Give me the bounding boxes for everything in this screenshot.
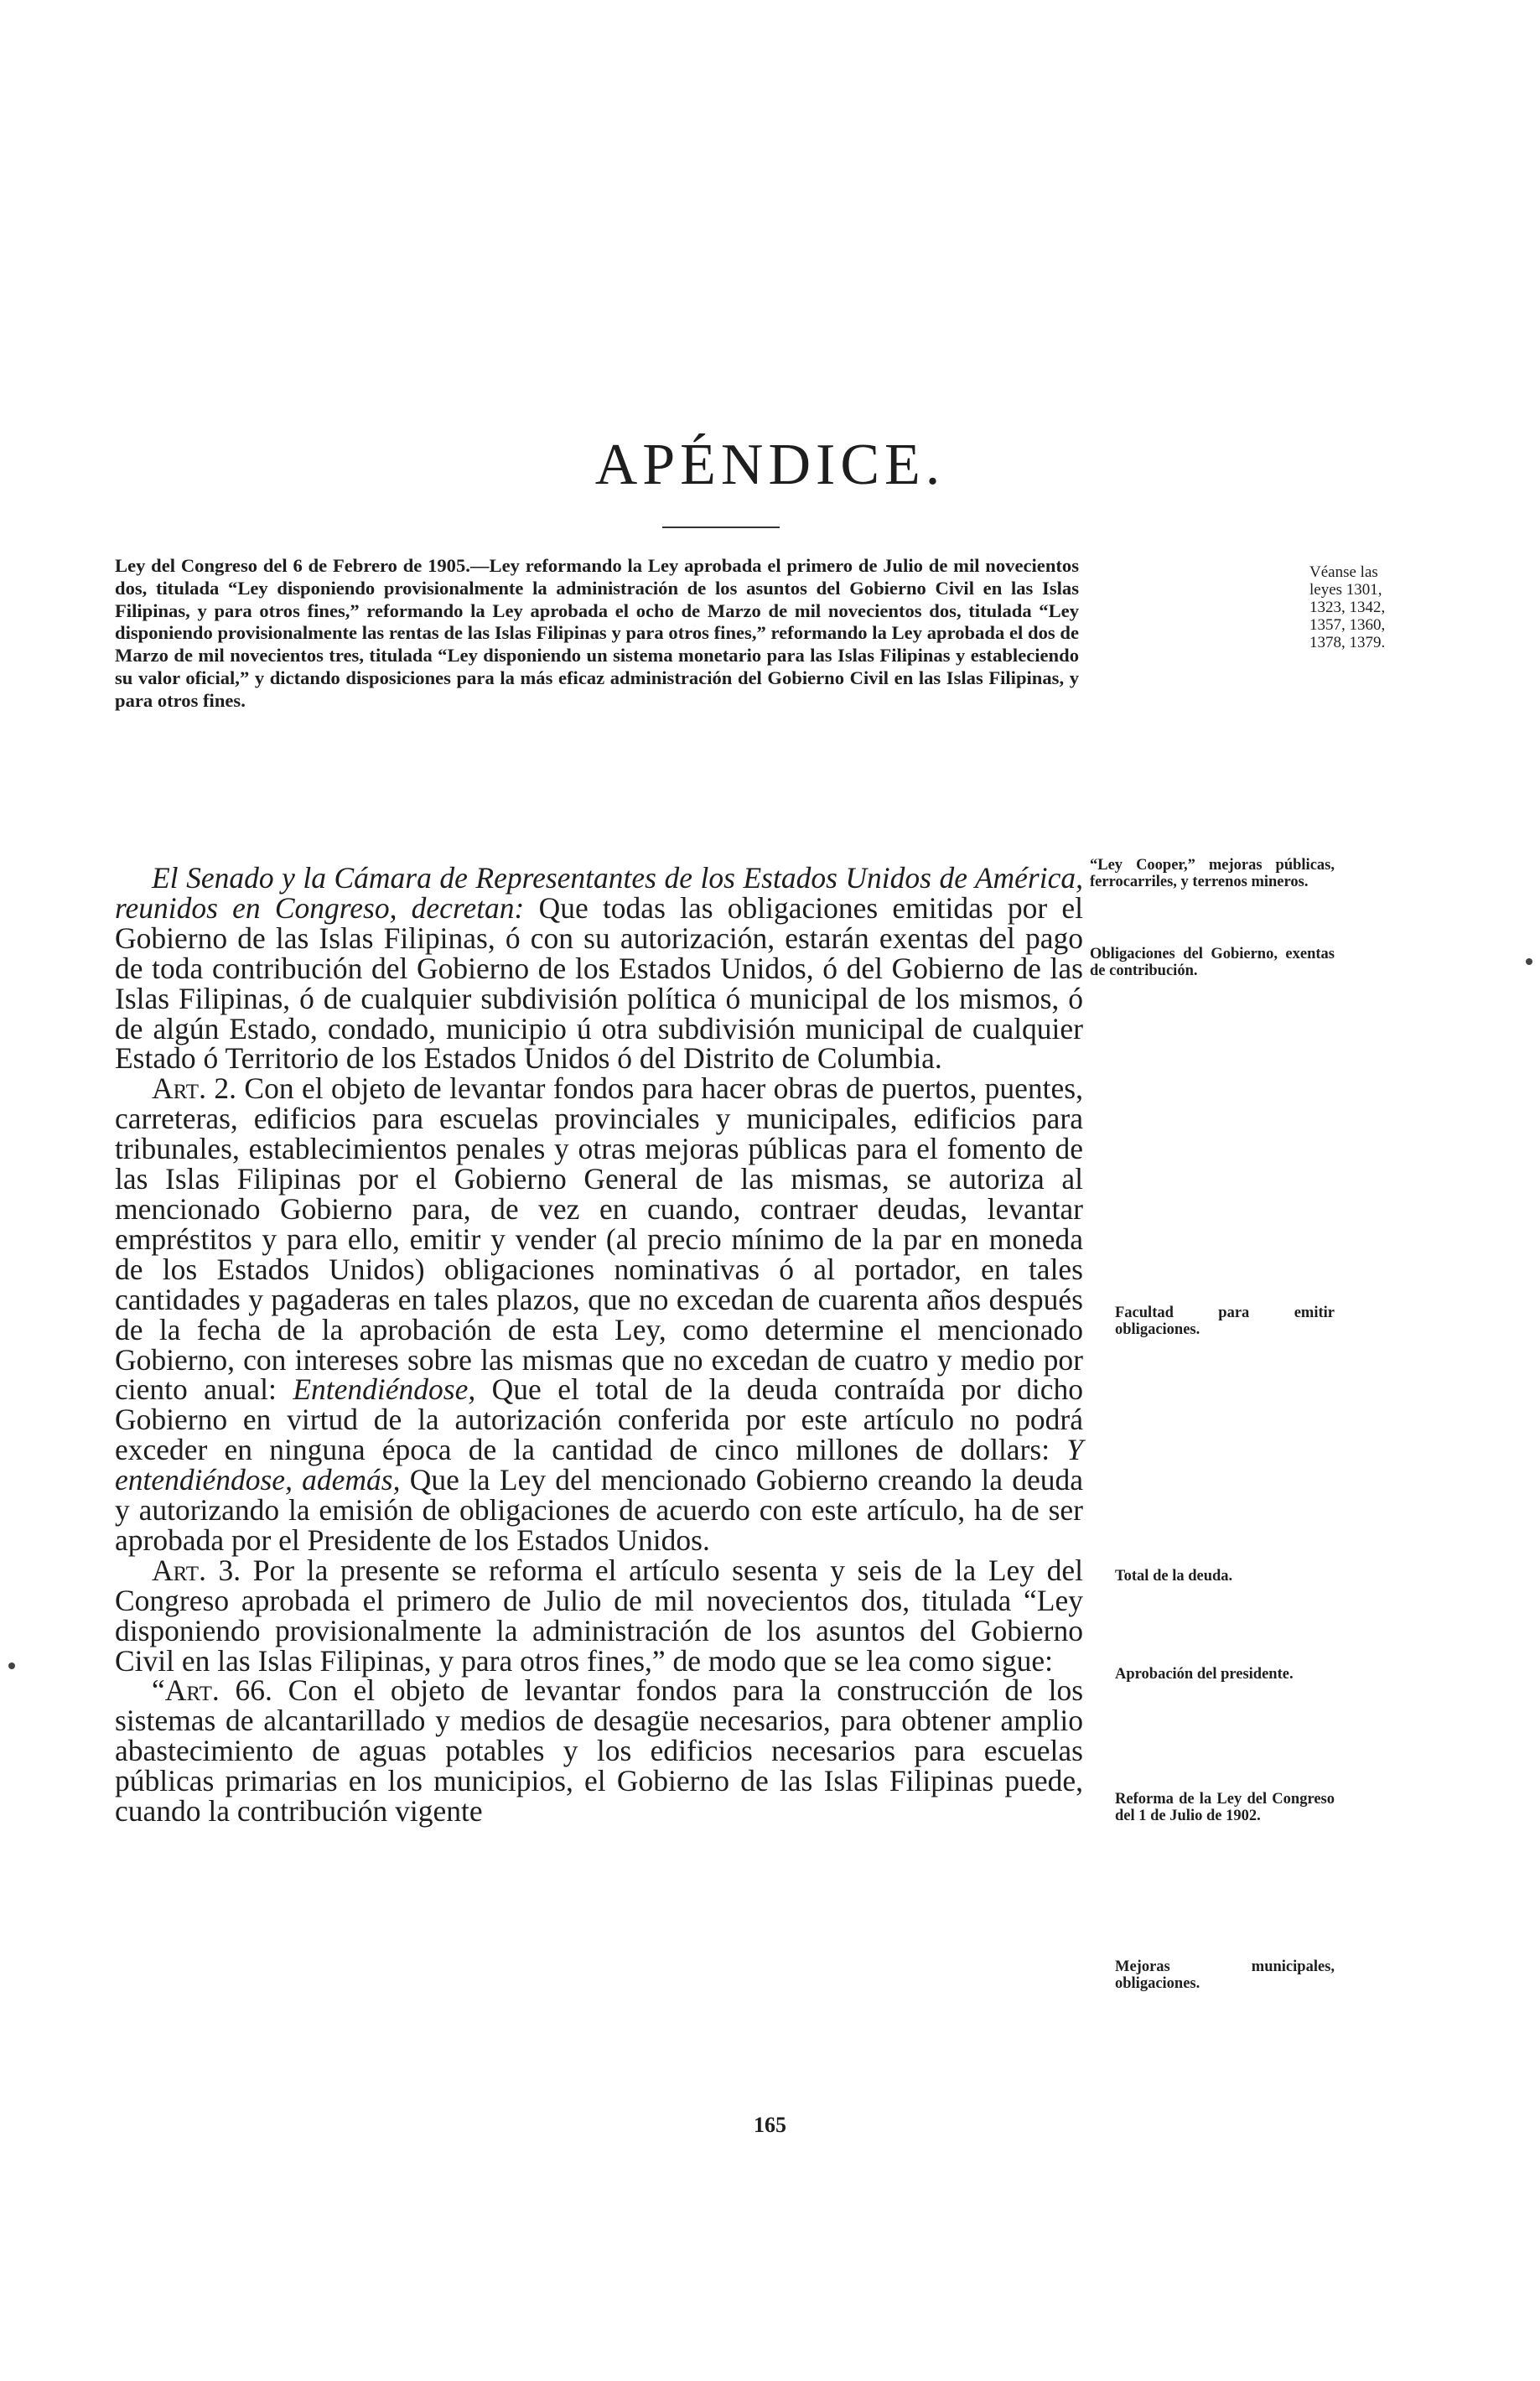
paragraph-article-66: [115, 1673, 1084, 1829]
margin-note-aprobacion: Aprobación del presidente.: [1115, 1666, 1294, 1683]
margin-note-veanse: Véanse las leyes 1301, 1323, 1342, 1357, 1360, 1378, 1379.: [1309, 563, 1386, 651]
paragraph-text: Que todas las obligaciones emitidas por el Gobierno de las Islas Filipinas, ó con su autorización, estarán exentas del pago de toda contribución del Gobierno de los Estados Unidos, ó del Gobierno de las Islas Filipinas, ó de cualquier subdivisión política ó municipal de los mismos, ó de algún Estado, condado, municipio ú otra subdivisión municipal de cualquier Estado ó Territorio de los Estados Unidos ó del Distrito de Columbia.: [115, 890, 1083, 1076]
article-label: “Art. 66.: [152, 1673, 272, 1708]
margin-note-reforma: Reforma de la Ley del Congreso del 1 de Julio de 1902.: [1115, 1791, 1335, 1824]
proviso-italic: Entendiéndose,: [293, 1372, 476, 1407]
margin-note-cooper: “Ley Cooper,” mejoras públicas, ferrocarriles, y terrenos mineros.: [1090, 857, 1335, 890]
scan-speck: [8, 1663, 15, 1669]
paragraph-text: Que el total de la deuda contraída por dicho Gobierno en virtud de la autorización conferida por este artículo no podrá exceder en ninguna época de la cantidad de cinco millones de dollars:: [115, 1372, 1083, 1467]
proviso-italic: Y entendiéndose, además,: [115, 1433, 1083, 1497]
margin-note-total: Total de la deuda.: [1115, 1568, 1233, 1585]
paragraph-article-2: [115, 1071, 1084, 1557]
page-title: APÉNDICE.: [594, 433, 946, 497]
margin-note-facultad: Facultad para emitir obligaciones.: [1115, 1305, 1335, 1338]
paragraph-text: Con el objeto de levantar fondos para hacer obras de puertos, puentes, carreteras, edificios para escuelas provinciales y municipales, edificios para tribunales, establecimientos penales y otras mejoras públicas para el fomento de las Islas Filipinas por el Gobierno General de las mismas, se autoriza al mencionado Gobierno para, de vez en cuando, contraer deudas, levantar empréstitos y para ello, emitir y vender (al precio mínimo de la par en moneda de los Estados Unidos) obligaciones nominativas ó al portador, en tales cantidades y pagaderas en tales plazos, que no excedan de cuarenta años después de la fecha de la aprobación de esta Ley, como determine el mencionado Gobierno, con intereses sobre las mismas que no excedan de cuatro y medio por ciento anual:: [115, 1071, 1083, 1407]
page-number: 165: [754, 2113, 786, 2137]
article-label: Art. 3.: [152, 1553, 241, 1587]
scan-speck: [1526, 958, 1532, 965]
paragraph-article-3: [115, 1553, 1083, 1678]
law-summary: Ley del Congreso del 6 de Febrero de 1905.—Ley reformando la Ley aprobada el primero de Julio de mil novecientos dos, titulada “Ley disponiendo provisionalmente la administración de los asuntos del Gobierno Civil en las Islas Filipinas, y para otros fines,” reformando la Ley aprobada el ocho de Marzo de mil novecientos dos, titulada “Ley disponiendo provisionalmente las rentas de las Islas Filipinas y para otros fines,” reformando la Ley aprobada el dos de Marzo de mil novecientos tres, titulada “Ley disponiendo un sistema monetario para las Islas Filipinas y estableciendo su valor oficial,” y dictando disposiciones para la más eficaz administración del Gobierno Civil en las Islas Filipinas, y para otros fines.: [115, 555, 1079, 711]
margin-note-mejoras: Mejoras municipales, obligaciones.: [1115, 1958, 1335, 1992]
paragraph-text: Que la Ley del mencionado Gobierno creando la deuda y autorizando la emisión de obligaciones de acuerdo con este artículo, ha de ser aprobada por el Presidente de los Estados Unidos.: [115, 1463, 1084, 1557]
article-label: Art. 2.: [152, 1071, 236, 1106]
paragraph-text: Con el objeto de levantar fondos para la construcción de los sistemas de alcantarillado y medios de desagüe necesarios, para obtener amplio abastecimiento de aguas potables y los edificios necesarios para escuelas públicas primarias en los municipios, el Gobierno de las Islas Filipinas puede, cuando la contribución vigente: [115, 1673, 1084, 1829]
margin-note-obligaciones: Obligaciones del Gobierno, exentas de contribución.: [1090, 946, 1335, 979]
title-divider: [662, 527, 780, 528]
paragraph-enacting-clause: [115, 861, 1083, 1076]
enacting-clause-italic: El Senado y la Cámara de Representantes de los Estados Unidos de América, reunidos en Congreso, decretan:: [115, 861, 1083, 925]
paragraph-text: Por la presente se reforma el artículo sesenta y seis de la Ley del Congreso aprobada el primero de Julio de mil novecientos dos, titulada “Ley disponiendo provisionalmente la administración de los asuntos del Gobierno Civil en las Islas Filipinas, y para otros fines,” de modo que se lea como sigue:: [115, 1553, 1083, 1678]
document-body: [115, 861, 1084, 1829]
